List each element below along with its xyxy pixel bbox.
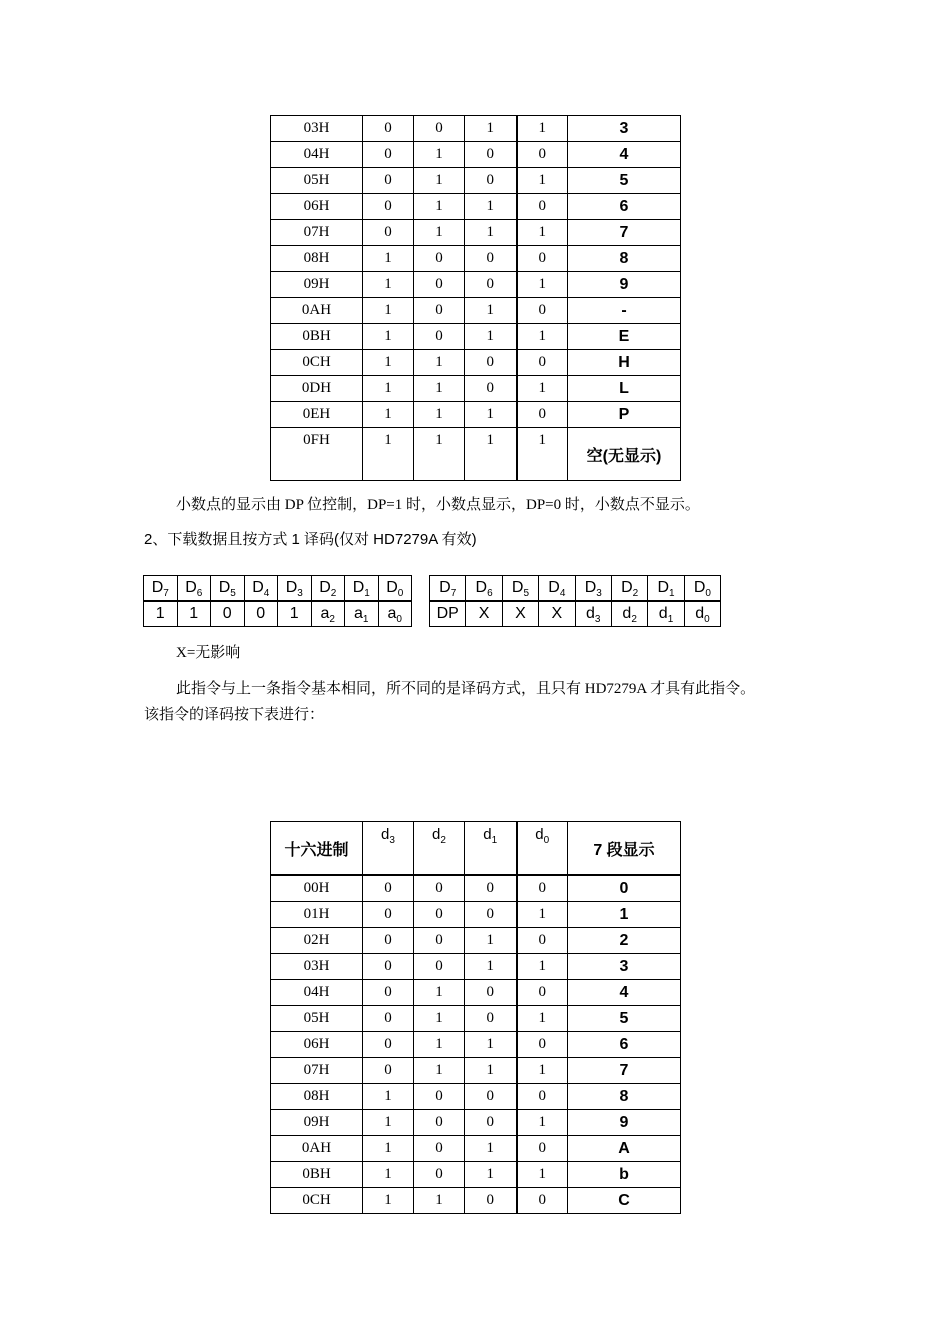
segment-display-cell: - (568, 298, 681, 324)
bit-d1-cell: 1 (465, 220, 517, 246)
bit-d1-cell: 0 (465, 980, 517, 1006)
bit-value-cell (648, 601, 684, 627)
bit-d0-cell: 0 (517, 298, 568, 324)
cell-base-text: D (584, 579, 597, 596)
bit-d2-cell: 0 (414, 324, 465, 350)
cell-subscript: 4 (559, 588, 566, 599)
decode-table-bottom (270, 821, 681, 1214)
table-row (271, 168, 681, 194)
bit-d1-cell: 0 (465, 272, 517, 298)
cell-base-text: D (548, 579, 560, 596)
bit-value-cell (345, 601, 379, 627)
hex-cell: 09H (271, 1110, 363, 1136)
bit-d3-cell: 1 (363, 272, 414, 298)
bit-header-cell (502, 576, 538, 602)
segment-display-cell: 6 (568, 194, 681, 220)
hex-cell: 01H (271, 902, 363, 928)
hex-cell: 08H (271, 1084, 363, 1110)
cell-subscript: 1 (362, 614, 369, 625)
bit-d2-cell: 1 (414, 194, 465, 220)
table-row (271, 1188, 681, 1214)
cell-subscript: 2 (329, 614, 335, 625)
bit-d3-cell: 1 (363, 1162, 414, 1188)
bit-d0-cell: 1 (517, 324, 568, 350)
hex-cell: 06H (271, 1032, 363, 1058)
bit-d2-cell: 0 (414, 116, 465, 142)
bit-d2-cell: 1 (414, 428, 465, 481)
bit-d3-cell: 1 (363, 246, 414, 272)
segment-display-cell: 1 (568, 902, 681, 928)
bit-value-cell (502, 601, 538, 627)
header-d2: $d_2$ (414, 822, 465, 876)
x-note: X=无影响 (176, 645, 241, 661)
table-row (271, 220, 681, 246)
bit-d3-cell: 0 (363, 980, 414, 1006)
bit-d1-cell: 1 (465, 1136, 517, 1162)
bit-header-cell (378, 576, 412, 602)
bit-d3-cell: 0 (363, 875, 414, 902)
bit-d1-cell: 0 (465, 246, 517, 272)
bit-header-cell (177, 576, 211, 602)
bit-d0-cell: 1 (517, 1058, 568, 1084)
bit-d3-cell: 0 (363, 1058, 414, 1084)
bit-d1-cell: 1 (465, 1032, 517, 1058)
hex-cell: 0BH (271, 1162, 363, 1188)
cell-base-text: D (218, 579, 231, 596)
bit-d0-cell: 1 (517, 376, 568, 402)
hex-cell: 0FH (271, 428, 363, 481)
bit-d0-cell: 1 (517, 1006, 568, 1032)
bit-d1-cell: 0 (465, 168, 517, 194)
bit-d0-cell: 1 (517, 168, 568, 194)
bit-d3-cell: 0 (363, 142, 414, 168)
segment-display-cell: 9 (568, 1110, 681, 1136)
bit-d1-cell: 1 (465, 298, 517, 324)
header-d1: $d_1$ (465, 822, 517, 876)
bit-d2-cell: 1 (414, 168, 465, 194)
bit-d2-cell: 1 (414, 1058, 465, 1084)
bit-d2-cell: 1 (414, 1006, 465, 1032)
cell-base-text: D (319, 579, 331, 596)
bit-d0-cell: 0 (517, 246, 568, 272)
bit-d2-cell: 0 (414, 1162, 465, 1188)
cell-subscript: 0 (396, 614, 402, 625)
bit-d0-cell: 1 (517, 272, 568, 298)
bit-d2-cell: 1 (414, 980, 465, 1006)
cell-subscript: 7 (450, 588, 457, 599)
cell-base-text: 1 (289, 605, 299, 622)
bit-d3-cell: 1 (363, 1188, 414, 1214)
segment-display-cell: 4 (568, 980, 681, 1006)
bit-d0-cell: 0 (517, 350, 568, 376)
cell-subscript: 2 (631, 614, 637, 625)
cell-base-text: D (475, 579, 488, 596)
bit-d1-cell: 0 (465, 142, 517, 168)
bit-value-cell (244, 601, 278, 627)
hex-cell: 0CH (271, 1188, 363, 1214)
bit-d0-cell: 1 (517, 1110, 568, 1136)
cell-base-text: D (657, 579, 670, 596)
command-byte-1-table (143, 575, 412, 627)
table-row (271, 402, 681, 428)
bit-d0-cell: 0 (517, 980, 568, 1006)
table-row (271, 954, 681, 980)
cell-base-text: X (551, 605, 563, 622)
cell-base-text: d (586, 605, 595, 622)
bit-d2-cell: 0 (414, 928, 465, 954)
table-row (271, 928, 681, 954)
decode-table-top (270, 115, 681, 481)
segment-display-cell: 0 (568, 875, 681, 902)
hex-cell: 09H (271, 272, 363, 298)
hex-cell: 04H (271, 142, 363, 168)
hex-cell: 07H (271, 220, 363, 246)
table-row (271, 980, 681, 1006)
bit-header-cell (466, 576, 502, 602)
bit-d0-cell: 1 (517, 902, 568, 928)
bit-d3-cell: 1 (363, 350, 414, 376)
bit-value-cell (430, 601, 466, 627)
bit-header-cell (211, 576, 245, 602)
segment-display-cell: 2 (568, 928, 681, 954)
bit-d2-cell: 0 (414, 954, 465, 980)
bit-value-cell (311, 601, 345, 627)
segment-display-cell: 6 (568, 1032, 681, 1058)
bit-header-cell (244, 576, 278, 602)
cell-subscript: 1 (669, 588, 675, 599)
bit-d2-cell: 1 (414, 220, 465, 246)
bit-d3-cell: 0 (363, 902, 414, 928)
cell-base-text: D (352, 579, 365, 596)
bit-d3-cell: 0 (363, 1032, 414, 1058)
bit-value-row (430, 601, 721, 627)
bit-header-cell (575, 576, 611, 602)
header-seg: 7 段显示 (568, 822, 681, 876)
section-heading: 2、下载数据且按方式 1 译码(仅对 HD7279A 有效) (144, 531, 477, 548)
segment-display-cell: 5 (568, 168, 681, 194)
hex-cell: 03H (271, 954, 363, 980)
bit-d1-cell: 0 (465, 1188, 517, 1214)
bit-d3-cell: 1 (363, 1084, 414, 1110)
bit-d3-cell: 1 (363, 376, 414, 402)
cell-base-text: 1 (155, 605, 165, 622)
segment-display-cell: 7 (568, 220, 681, 246)
cell-base-text: d (658, 605, 668, 622)
bit-d3-cell: 1 (363, 1136, 414, 1162)
bit-d2-cell: 0 (414, 902, 465, 928)
bit-value-cell (211, 601, 245, 627)
cell-base-text: a (320, 605, 330, 622)
cell-subscript: 2 (330, 588, 337, 599)
table-row (271, 1136, 681, 1162)
segment-display-cell: 5 (568, 1006, 681, 1032)
bit-d1-cell: 1 (465, 428, 517, 481)
segment-display-cell: E (568, 324, 681, 350)
bit-d1-cell: 1 (465, 1162, 517, 1188)
bit-d0-cell: 1 (517, 220, 568, 246)
bit-value-cell (177, 601, 211, 627)
bit-d1-cell: 1 (465, 928, 517, 954)
table-row (271, 1162, 681, 1188)
cell-subscript: 4 (263, 588, 270, 599)
bit-d0-cell: 0 (517, 928, 568, 954)
table-row (271, 350, 681, 376)
bit-d0-cell: 0 (517, 142, 568, 168)
command-byte-2-table (429, 575, 721, 627)
cell-subscript: 1 (364, 588, 370, 599)
hex-cell: 0DH (271, 376, 363, 402)
bit-d0-cell: 0 (517, 1032, 568, 1058)
table-row (271, 875, 681, 902)
bit-d1-cell: 0 (465, 1110, 517, 1136)
bit-header-cell (430, 576, 466, 602)
bit-d0-cell: 1 (517, 1162, 568, 1188)
table-row (271, 324, 681, 350)
bit-value-cell (466, 601, 502, 627)
segment-display-cell: A (568, 1136, 681, 1162)
bit-header-cell (311, 576, 345, 602)
bit-header-cell (539, 576, 575, 602)
bit-d1-cell: 1 (465, 1058, 517, 1084)
hex-cell: 05H (271, 168, 363, 194)
bit-d2-cell: 0 (414, 1136, 465, 1162)
segment-display-cell: 4 (568, 142, 681, 168)
segment-display-cell: 3 (568, 116, 681, 142)
bit-value-cell (611, 601, 647, 627)
bit-d1-cell: 0 (465, 350, 517, 376)
bit-value-cell (684, 601, 720, 627)
cell-base-text: 0 (256, 605, 266, 622)
table-row (271, 142, 681, 168)
bit-d1-cell: 1 (465, 116, 517, 142)
bit-header-cell (345, 576, 379, 602)
hex-cell: 02H (271, 928, 363, 954)
dp-note: 小数点的显示由 DP 位控制，DP=1 时，小数点显示，DP=0 时，小数点不显示。 (176, 497, 700, 513)
table-row (271, 1058, 681, 1084)
bit-d3-cell: 1 (363, 324, 414, 350)
segment-display-cell: 7 (568, 1058, 681, 1084)
cell-base-text: D (151, 579, 164, 596)
table-row (271, 376, 681, 402)
table-row (271, 1110, 681, 1136)
table-row (271, 116, 681, 142)
bit-header-cell (684, 576, 720, 602)
bit-header-cell (611, 576, 647, 602)
segment-display-cell: H (568, 350, 681, 376)
segment-display-cell: 3 (568, 954, 681, 980)
cell-base-text: a (387, 605, 397, 622)
bit-value-cell (378, 601, 412, 627)
cell-base-text: D (511, 579, 524, 596)
bit-d3-cell: 1 (363, 1110, 414, 1136)
bit-d3-cell: 1 (363, 298, 414, 324)
hex-cell: 0AH (271, 1136, 363, 1162)
cell-base-text: D (621, 579, 633, 596)
cell-base-text: D (386, 579, 398, 596)
cell-subscript: 5 (523, 588, 530, 599)
bit-d2-cell: 1 (414, 142, 465, 168)
segment-display-cell: 空(无显示) (568, 428, 681, 481)
segment-display-cell: 8 (568, 246, 681, 272)
cell-base-text: 1 (189, 605, 199, 622)
bit-d2-cell: 1 (414, 376, 465, 402)
bit-d3-cell: 0 (363, 194, 414, 220)
hex-cell: 07H (271, 1058, 363, 1084)
bit-d2-cell: 1 (414, 402, 465, 428)
table-row (271, 246, 681, 272)
bit-value-cell (539, 601, 575, 627)
bit-d3-cell: 0 (363, 1006, 414, 1032)
bit-d0-cell: 0 (517, 1084, 568, 1110)
segment-display-cell: P (568, 402, 681, 428)
bit-d3-cell: 0 (363, 928, 414, 954)
bit-d2-cell: 1 (414, 350, 465, 376)
bit-d2-cell: 0 (414, 272, 465, 298)
bit-d0-cell: 0 (517, 402, 568, 428)
cell-base-text: D (439, 579, 451, 596)
cell-subscript: 3 (297, 588, 303, 599)
header-d0: $d_0$ (517, 822, 568, 876)
cell-subscript: 0 (397, 588, 404, 599)
bit-header-cell (648, 576, 684, 602)
cell-subscript: 2 (632, 588, 639, 599)
segment-display-cell: b (568, 1162, 681, 1188)
bit-d3-cell: 1 (363, 428, 414, 481)
hex-cell: 03H (271, 116, 363, 142)
bit-d2-cell: 1 (414, 1188, 465, 1214)
segment-display-cell: C (568, 1188, 681, 1214)
cell-subscript: 3 (594, 614, 601, 625)
table-row (271, 1032, 681, 1058)
table-row (271, 1084, 681, 1110)
cell-base-text: d (622, 605, 632, 622)
bit-d2-cell: 0 (414, 298, 465, 324)
bit-d0-cell: 0 (517, 875, 568, 902)
header-hex: 十六进制 (271, 822, 363, 876)
hex-cell: 0BH (271, 324, 363, 350)
bit-header-cell (144, 576, 178, 602)
table-row (271, 428, 681, 481)
description-line-1: 此指令与上一条指令基本相同，所不同的是译码方式，且只有 HD7279A 才具有此指令。 (176, 681, 756, 697)
cell-base-text: D (185, 579, 197, 596)
bit-d0-cell: 0 (517, 194, 568, 220)
bit-d0-cell: 1 (517, 954, 568, 980)
bit-d1-cell: 1 (465, 402, 517, 428)
hex-cell: 06H (271, 194, 363, 220)
cell-base-text: D (252, 579, 264, 596)
hex-cell: 0EH (271, 402, 363, 428)
cell-subscript: 3 (596, 588, 602, 599)
header-d3: $d_3$ (363, 822, 414, 876)
bit-d1-cell: 1 (465, 194, 517, 220)
bit-d0-cell: 0 (517, 1136, 568, 1162)
bit-value-cell (278, 601, 312, 627)
bit-d3-cell: 0 (363, 116, 414, 142)
bit-d3-cell: 0 (363, 954, 414, 980)
bit-d2-cell: 0 (414, 875, 465, 902)
bit-value-cell (575, 601, 611, 627)
bit-d1-cell: 1 (465, 954, 517, 980)
bit-d3-cell: 1 (363, 402, 414, 428)
bit-value-cell (144, 601, 178, 627)
cell-base-text: X (478, 605, 490, 622)
bit-d0-cell: 1 (517, 116, 568, 142)
hex-cell: 00H (271, 875, 363, 902)
bit-value-row (144, 601, 412, 627)
bit-d0-cell: 0 (517, 1188, 568, 1214)
cell-subscript: 0 (705, 588, 711, 599)
cell-subscript: 0 (704, 614, 710, 625)
bit-d1-cell: 0 (465, 902, 517, 928)
cell-base-text: X (515, 605, 526, 622)
segment-display-cell: 8 (568, 1084, 681, 1110)
table-row (271, 902, 681, 928)
bit-d1-cell: 0 (465, 1006, 517, 1032)
cell-base-text: d (695, 605, 705, 622)
bit-d2-cell: 0 (414, 1084, 465, 1110)
cell-base-text: D (285, 579, 298, 596)
hex-cell: 08H (271, 246, 363, 272)
bit-header-cell (278, 576, 312, 602)
cell-subscript: 6 (487, 588, 493, 599)
cell-base-text: D (693, 579, 706, 596)
bit-d1-cell: 0 (465, 1084, 517, 1110)
cell-base-text: 0 (222, 605, 232, 622)
cell-subscript: 1 (667, 614, 674, 625)
bit-header-row (144, 576, 412, 602)
cell-subscript: 6 (196, 588, 203, 599)
bit-d0-cell: 1 (517, 428, 568, 481)
cell-subscript: 5 (230, 588, 236, 599)
bit-d2-cell: 0 (414, 1110, 465, 1136)
hex-cell: 05H (271, 1006, 363, 1032)
cell-base-text: a (354, 605, 363, 622)
hex-cell: 04H (271, 980, 363, 1006)
bit-d1-cell: 0 (465, 376, 517, 402)
bit-d1-cell: 0 (465, 875, 517, 902)
table-row (271, 194, 681, 220)
bit-d3-cell: 0 (363, 220, 414, 246)
cell-base-text: DP (436, 605, 459, 622)
table-row (271, 1006, 681, 1032)
bit-d2-cell: 1 (414, 1032, 465, 1058)
segment-display-cell: L (568, 376, 681, 402)
table-row (271, 298, 681, 324)
table-row (271, 272, 681, 298)
hex-cell: 0AH (271, 298, 363, 324)
table-header-row (271, 822, 681, 876)
cell-subscript: 7 (163, 588, 169, 599)
description-line-2: 该指令的译码按下表进行： (144, 707, 325, 723)
bit-d1-cell: 1 (465, 324, 517, 350)
segment-display-cell: 9 (568, 272, 681, 298)
bit-d3-cell: 0 (363, 168, 414, 194)
hex-cell: 0CH (271, 350, 363, 376)
bit-header-row (430, 576, 721, 602)
bit-d2-cell: 0 (414, 246, 465, 272)
